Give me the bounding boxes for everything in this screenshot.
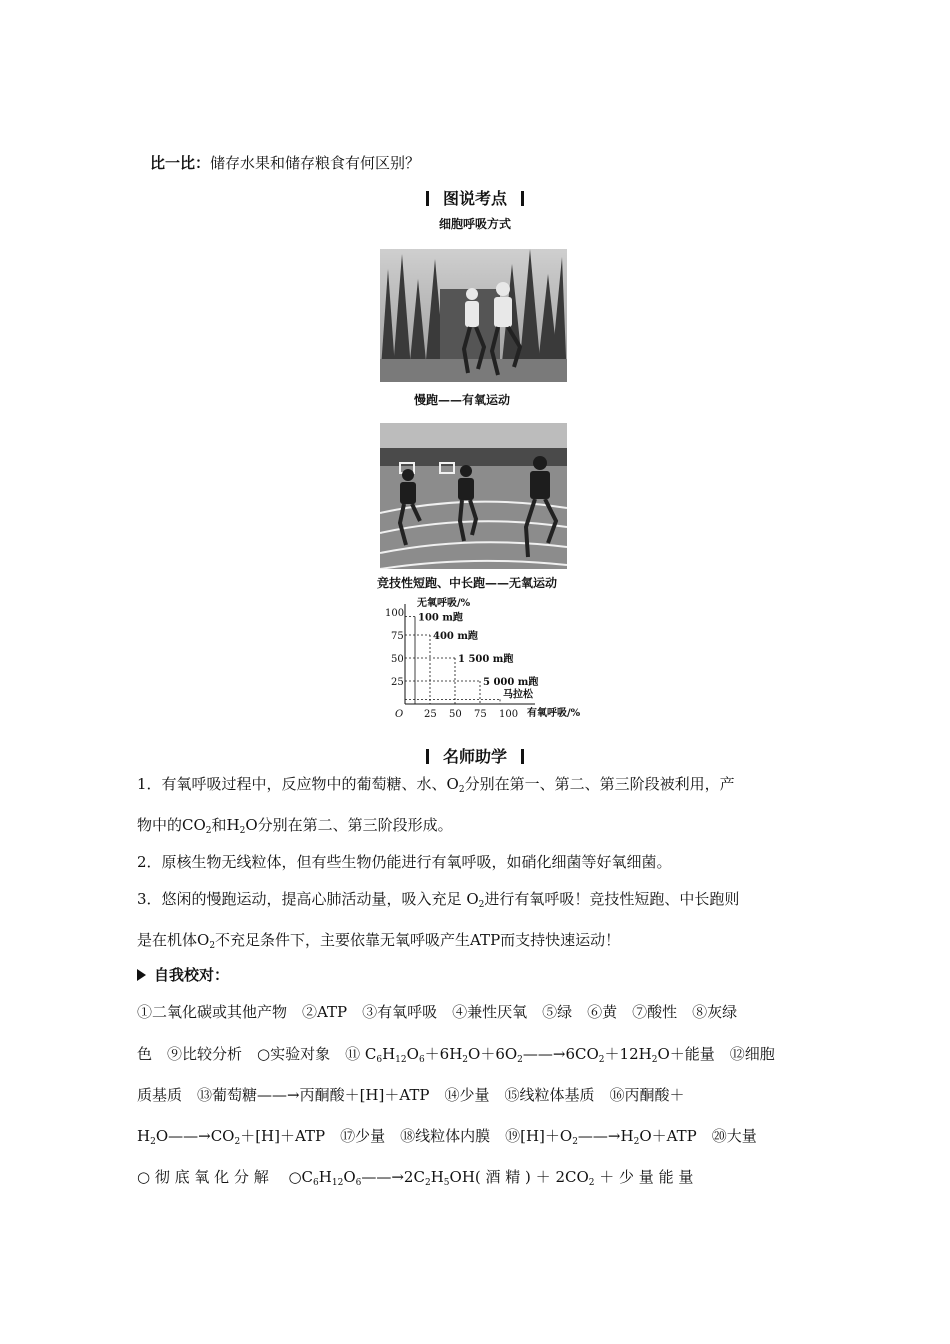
compare-text: 储存水果和储存粮食有何区别？ <box>210 154 421 172</box>
text: H <box>318 1168 332 1186</box>
text: ——→H <box>577 1127 634 1145</box>
self-check-title: 自我校对： <box>154 966 230 984</box>
sprint-caption: 竞技性短跑、中长跑——无氧运动 <box>377 576 558 590</box>
x-tick-label: 25 <box>424 709 437 720</box>
subscript: 6 <box>313 1178 319 1188</box>
subscript: 2 <box>572 1137 578 1147</box>
subscript: 12 <box>331 1178 344 1188</box>
self-check-heading <box>137 964 229 985</box>
figure-section-title: 图说考点 <box>442 189 507 208</box>
self-check-line-2 <box>137 1043 775 1064</box>
y-tick-label: 50 <box>391 654 404 665</box>
text: 是在机体O <box>137 931 210 949</box>
paragraph-3-line-2 <box>137 929 620 950</box>
chart-svg <box>370 592 580 732</box>
text: 不充足条件下，主要依靠无氧呼吸产生ATP而支持快速运动！ <box>215 931 621 949</box>
text: ＋6H <box>424 1045 463 1063</box>
subscript: 2 <box>234 1137 241 1147</box>
subscript: 2 <box>462 1055 469 1065</box>
banner-left-bar <box>426 749 429 764</box>
subscript: 2 <box>239 826 246 836</box>
subscript: 5 <box>443 1178 450 1188</box>
text: H <box>137 1127 151 1145</box>
self-check-line-3: 质基质 ⑬葡萄糖——→丙酮酸＋[H]＋ATP ⑭少量 ⑮线粒体基质 ⑯丙酮酸＋ <box>137 1086 685 1104</box>
jogging-caption: 慢跑——有氧运动 <box>414 393 511 407</box>
figure-section-banner <box>0 186 950 209</box>
self-check-line-4 <box>137 1125 757 1146</box>
text: OH( 酒 精 ) ＋ 2CO <box>449 1168 589 1186</box>
subscript: 2 <box>150 1137 156 1147</box>
y-tick-label: 100 <box>385 608 405 619</box>
point-label: 400 m跑 <box>433 631 478 642</box>
compare-label: 比一比： <box>150 154 211 172</box>
point-label: 100 m跑 <box>418 612 463 624</box>
text: O＋6O <box>468 1045 518 1063</box>
subscript: 2 <box>651 1055 658 1065</box>
paragraph-3-line-1 <box>137 888 739 909</box>
y-tick-label: 75 <box>391 631 404 642</box>
subscript: 2 <box>588 1178 595 1188</box>
banner-right-bar <box>521 749 524 764</box>
text: ——→2C <box>361 1168 425 1186</box>
compare-line <box>150 152 420 173</box>
sprint-photo <box>380 423 567 569</box>
arrow-marker-icon <box>137 969 146 981</box>
y-tick-label: 25 <box>391 677 404 688</box>
subscript: 2 <box>598 1055 605 1065</box>
text: O＋ATP ⑳大量 <box>639 1127 757 1145</box>
tips-section-banner <box>0 744 950 767</box>
text: 进行有氧呼吸！竞技性短跑、中长跑则 <box>484 890 740 908</box>
text: O分别在第二、第三阶段形成。 <box>245 816 453 834</box>
x-axis-label: 有氧呼吸/% <box>527 708 580 719</box>
text: 1．有氧呼吸过程中，反应物中的葡萄糖、水、O <box>137 775 459 793</box>
text: ＋[H]＋ATP ⑰少量 ⑱线粒体内膜 ⑲[H]＋O <box>240 1127 573 1145</box>
subscript: 2 <box>478 900 485 910</box>
subscript: 6 <box>418 1055 425 1065</box>
text: O＋能量 ⑫细胞 <box>657 1045 775 1063</box>
subscript: 2 <box>517 1055 523 1065</box>
text: ——→6CO <box>522 1045 599 1063</box>
origin-label: O <box>395 709 404 720</box>
subscript: 2 <box>458 785 465 795</box>
subscript: 2 <box>424 1178 431 1188</box>
text: O <box>406 1045 419 1063</box>
banner-left-bar <box>426 191 429 206</box>
text: H <box>430 1168 444 1186</box>
point-label: 马拉松 <box>503 689 533 701</box>
y-axis-label: 无氧呼吸/% <box>417 598 471 609</box>
text: 3．悠闲的慢跑运动，提高心肺活动量，吸入充足 O <box>137 890 479 908</box>
x-tick-label: 50 <box>449 709 462 720</box>
text: ＋12H <box>604 1045 652 1063</box>
text: O——→CO <box>155 1127 235 1145</box>
text: ○ 彻 底 氧 化 分 解 ○C <box>137 1168 314 1186</box>
text: 物中的CO <box>137 816 206 834</box>
text: O <box>343 1168 356 1186</box>
respiration-chart <box>370 592 580 732</box>
text: 色 ⑨比较分析 ○实验对象 ⑪ C <box>137 1045 377 1063</box>
point-label: 1 500 m跑 <box>458 654 514 665</box>
paragraph-1-line-2 <box>137 814 453 835</box>
jogging-photo <box>380 249 567 382</box>
subscript: 6 <box>355 1178 362 1188</box>
banner-right-bar <box>521 191 524 206</box>
point-label: 5 000 m跑 <box>483 677 539 688</box>
self-check-line-1: ①二氧化碳或其他产物 ②ATP ③有氧呼吸 ④兼性厌氧 ⑤绿 ⑥黄 ⑦酸性 ⑧灰绿 <box>137 1003 738 1021</box>
x-tick-label: 100 <box>499 709 519 720</box>
self-check-line-5 <box>137 1166 693 1187</box>
text: 分别在第一、第二、第三阶段被利用，产 <box>464 775 735 793</box>
subscript: 12 <box>395 1055 407 1065</box>
paragraph-1-line-1 <box>137 773 735 794</box>
x-tick-label: 75 <box>474 709 487 720</box>
text: H <box>382 1045 396 1063</box>
figure-subtitle: 细胞呼吸方式 <box>438 217 511 231</box>
subscript: 2 <box>205 826 212 836</box>
text: 和H <box>211 816 240 834</box>
tips-section-title: 名师助学 <box>442 747 507 766</box>
text: ＋ 少 量 能 量 <box>594 1168 694 1186</box>
subscript: 6 <box>376 1055 383 1065</box>
paragraph-2: 2．原核生物无线粒体，但有些生物仍能进行有氧呼吸，如硝化细菌等好氧细菌。 <box>137 853 672 871</box>
subscript: 2 <box>633 1137 640 1147</box>
subscript: 2 <box>209 941 216 951</box>
